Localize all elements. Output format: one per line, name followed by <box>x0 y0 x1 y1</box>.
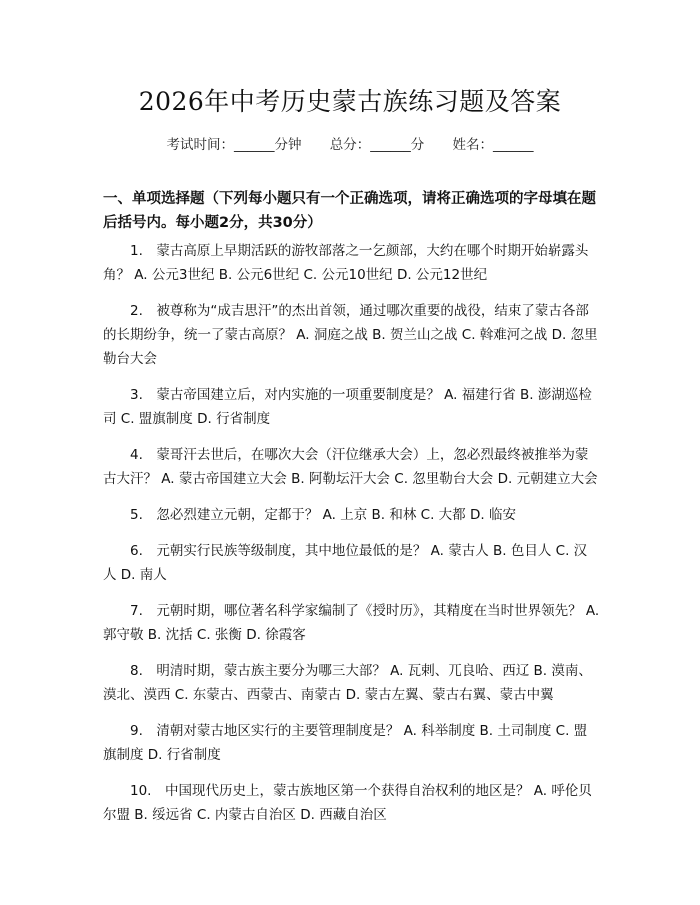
document-title: 2026年中考历史蒙古族练习题及答案 <box>138 87 562 116</box>
section-heading: 一、单项选择题（下列每小题只有一个正确选项，请将正确选项的字母填在题后括号内。每小题2分，共30分） <box>103 191 596 231</box>
exam-meta-line <box>0 133 700 153</box>
exam-time-field: 考试时间：______分钟 <box>166 137 302 153</box>
question-item: 9. 清朝对蒙古地区实行的主要管理制度是？ A. 科举制度 B. 土司制度 C. 盟旗制度 D. 行省制度 <box>103 723 588 763</box>
question-item: 6. 元朝实行民族等级制度，其中地位最低的是？ A. 蒙古人 B. 色目人 C. 汉人 D. 南人 <box>103 543 588 583</box>
question-item: 7. 元朝时期，哪位著名科学家编制了《授时历》，其精度在当时世界领先？ A. 郭守敬 B. 沈括 C. 张衡 D. 徐霞客 <box>103 603 600 643</box>
question-item: 10. 中国现代历史上，蒙古族地区第一个获得自治权利的地区是？ A. 呼伦贝尔盟 B. 绥远省 C. 内蒙古自治区 D. 西藏自治区 <box>103 783 592 823</box>
question-item: 3. 蒙古帝国建立后，对内实施的一项重要制度是？ A. 福建行省 B. 澎湖巡检司 C. 盟旗制度 D. 行省制度 <box>103 387 592 427</box>
question-item: 4. 蒙哥汗去世后，在哪次大会（汗位继承大会）上，忽必烈最终被推举为蒙古大汗？ A. 蒙古帝国建立大会 B. 阿勒坛汗大会 C. 忽里勒台大会 D. 元朝建立大会 <box>103 447 598 487</box>
question-list <box>103 239 600 839</box>
question-item: 2. 被尊称为“成吉思汗”的杰出首领，通过哪次重要的战役，结束了蒙古各部的长期纷争，统一了蒙古高原？ A. 洞庭之战 B. 贺兰山之战 C. 斡难河之战 D. 忽里勒台大会 <box>103 303 598 367</box>
total-score-field: 总分：______分 <box>329 137 425 153</box>
question-item: 8. 明清时期，蒙古族主要分为哪三大部？ A. 瓦剌、兀良哈、西辽 B. 漠南、漠北、漠西 C. 东蒙古、西蒙古、南蒙古 D. 蒙古左翼、蒙古右翼、蒙古中翼 <box>103 663 592 703</box>
question-item: 5. 忽必烈建立元朝，定都于？ A. 上京 B. 和林 C. 大都 D. 临安 <box>130 507 516 523</box>
question-item: 1. 蒙古高原上早期活跃的游牧部落之一乞颜部，大约在哪个时期开始崭露头角？ A. 公元3世纪 B. 公元6世纪 C. 公元10世纪 D. 公元12世纪 <box>103 243 589 283</box>
student-name-field: 姓名：______ <box>452 137 534 153</box>
